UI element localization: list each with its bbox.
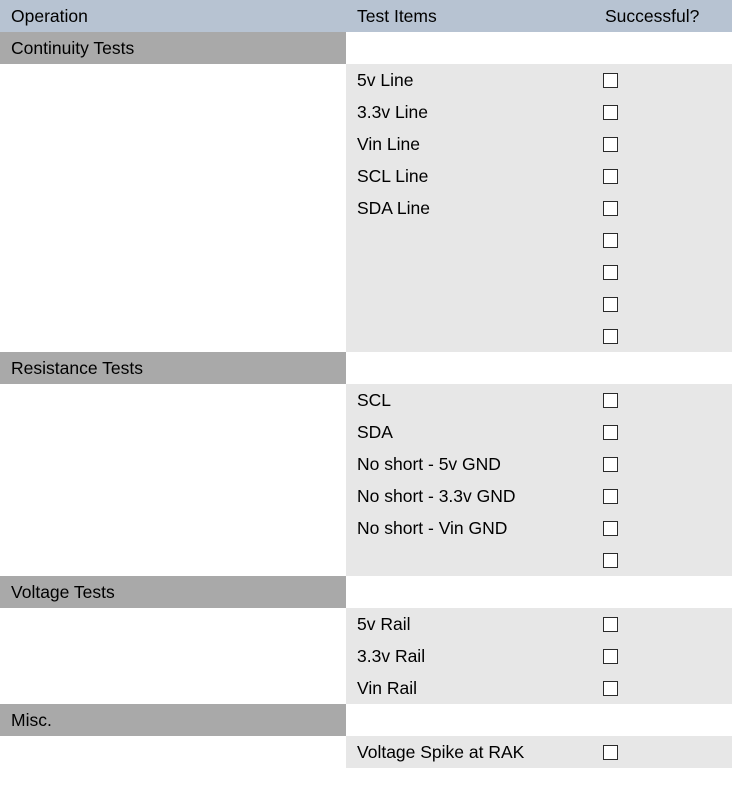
checkbox[interactable]: [603, 393, 618, 408]
operation-cell: [0, 448, 346, 480]
operation-cell: [0, 512, 346, 544]
test-item-label: SCL: [346, 384, 594, 416]
section-title-misc: Misc.: [0, 704, 346, 736]
section-row: [0, 352, 732, 384]
success-cell: [594, 512, 732, 544]
success-cell: [594, 256, 732, 288]
success-cell: [594, 128, 732, 160]
table-row: [0, 160, 732, 192]
success-cell: [594, 288, 732, 320]
success-cell: [594, 448, 732, 480]
checkbox[interactable]: [603, 73, 618, 88]
test-item-label: 5v Line: [346, 64, 594, 96]
column-header-successful: Successful?: [594, 0, 732, 32]
operation-cell: [0, 192, 346, 224]
spacer-cell: [594, 32, 732, 64]
table-row: [0, 96, 732, 128]
success-cell: [594, 640, 732, 672]
checkbox[interactable]: [603, 169, 618, 184]
table-row: [0, 384, 732, 416]
table-row: [0, 64, 732, 96]
checkbox[interactable]: [603, 489, 618, 504]
test-item-label: 3.3v Rail: [346, 640, 594, 672]
checkbox[interactable]: [603, 105, 618, 120]
operation-cell: [0, 416, 346, 448]
success-cell: [594, 384, 732, 416]
table-row: [0, 128, 732, 160]
table-row: [0, 480, 732, 512]
operation-cell: [0, 480, 346, 512]
checkbox[interactable]: [603, 745, 618, 760]
test-item-label: 5v Rail: [346, 608, 594, 640]
success-cell: [594, 544, 732, 576]
spacer-cell: [346, 704, 594, 736]
table-row: [0, 640, 732, 672]
checkbox[interactable]: [603, 649, 618, 664]
operation-cell: [0, 288, 346, 320]
section-row: [0, 704, 732, 736]
operation-cell: [0, 736, 346, 768]
spacer-cell: [594, 576, 732, 608]
table-row: [0, 320, 732, 352]
operation-cell: [0, 160, 346, 192]
test-item-label: [346, 224, 594, 256]
column-header-operation: Operation: [0, 0, 346, 32]
test-item-label: 3.3v Line: [346, 96, 594, 128]
spacer-cell: [594, 352, 732, 384]
test-item-label: Vin Line: [346, 128, 594, 160]
checkbox[interactable]: [603, 553, 618, 568]
checkbox[interactable]: [603, 201, 618, 216]
success-cell: [594, 96, 732, 128]
checkbox[interactable]: [603, 137, 618, 152]
operation-cell: [0, 96, 346, 128]
operation-cell: [0, 384, 346, 416]
table-row: [0, 448, 732, 480]
column-header-test-items: Test Items: [346, 0, 594, 32]
success-cell: [594, 192, 732, 224]
success-cell: [594, 736, 732, 768]
test-item-label: No short - Vin GND: [346, 512, 594, 544]
table-row: [0, 288, 732, 320]
section-title-resistance-tests: Resistance Tests: [0, 352, 346, 384]
checkbox[interactable]: [603, 265, 618, 280]
table-row: [0, 192, 732, 224]
checkbox[interactable]: [603, 681, 618, 696]
operation-cell: [0, 672, 346, 704]
table-row: [0, 416, 732, 448]
spacer-cell: [594, 704, 732, 736]
section-row: [0, 32, 732, 64]
section-title-voltage-tests: Voltage Tests: [0, 576, 346, 608]
spacer-cell: [346, 32, 594, 64]
table-row: [0, 672, 732, 704]
test-item-label: [346, 288, 594, 320]
checkbox[interactable]: [603, 329, 618, 344]
checkbox[interactable]: [603, 617, 618, 632]
operation-cell: [0, 640, 346, 672]
test-item-label: [346, 256, 594, 288]
test-item-label: [346, 544, 594, 576]
spacer-cell: [346, 576, 594, 608]
success-cell: [594, 64, 732, 96]
section-row: [0, 576, 732, 608]
success-cell: [594, 320, 732, 352]
test-item-label: [346, 320, 594, 352]
table-row: [0, 544, 732, 576]
table-row: [0, 256, 732, 288]
test-item-label: No short - 3.3v GND: [346, 480, 594, 512]
operation-cell: [0, 224, 346, 256]
success-cell: [594, 224, 732, 256]
test-item-label: SCL Line: [346, 160, 594, 192]
operation-cell: [0, 320, 346, 352]
operation-cell: [0, 64, 346, 96]
checkbox[interactable]: [603, 457, 618, 472]
table-row: [0, 736, 732, 768]
test-item-label: Voltage Spike at RAK: [346, 736, 594, 768]
table-header-row: [0, 0, 732, 32]
test-item-label: SDA Line: [346, 192, 594, 224]
table-row: [0, 224, 732, 256]
section-title-continuity-tests: Continuity Tests: [0, 32, 346, 64]
table-row: [0, 608, 732, 640]
success-cell: [594, 608, 732, 640]
test-item-label: Vin Rail: [346, 672, 594, 704]
checkbox[interactable]: [603, 233, 618, 248]
success-cell: [594, 480, 732, 512]
success-cell: [594, 160, 732, 192]
operation-cell: [0, 608, 346, 640]
checkbox[interactable]: [603, 425, 618, 440]
operation-cell: [0, 128, 346, 160]
success-cell: [594, 672, 732, 704]
table-row: [0, 512, 732, 544]
operation-cell: [0, 544, 346, 576]
spacer-cell: [346, 352, 594, 384]
checkbox[interactable]: [603, 297, 618, 312]
test-item-label: SDA: [346, 416, 594, 448]
operation-cell: [0, 256, 346, 288]
checkbox[interactable]: [603, 521, 618, 536]
success-cell: [594, 416, 732, 448]
test-item-label: No short - 5v GND: [346, 448, 594, 480]
